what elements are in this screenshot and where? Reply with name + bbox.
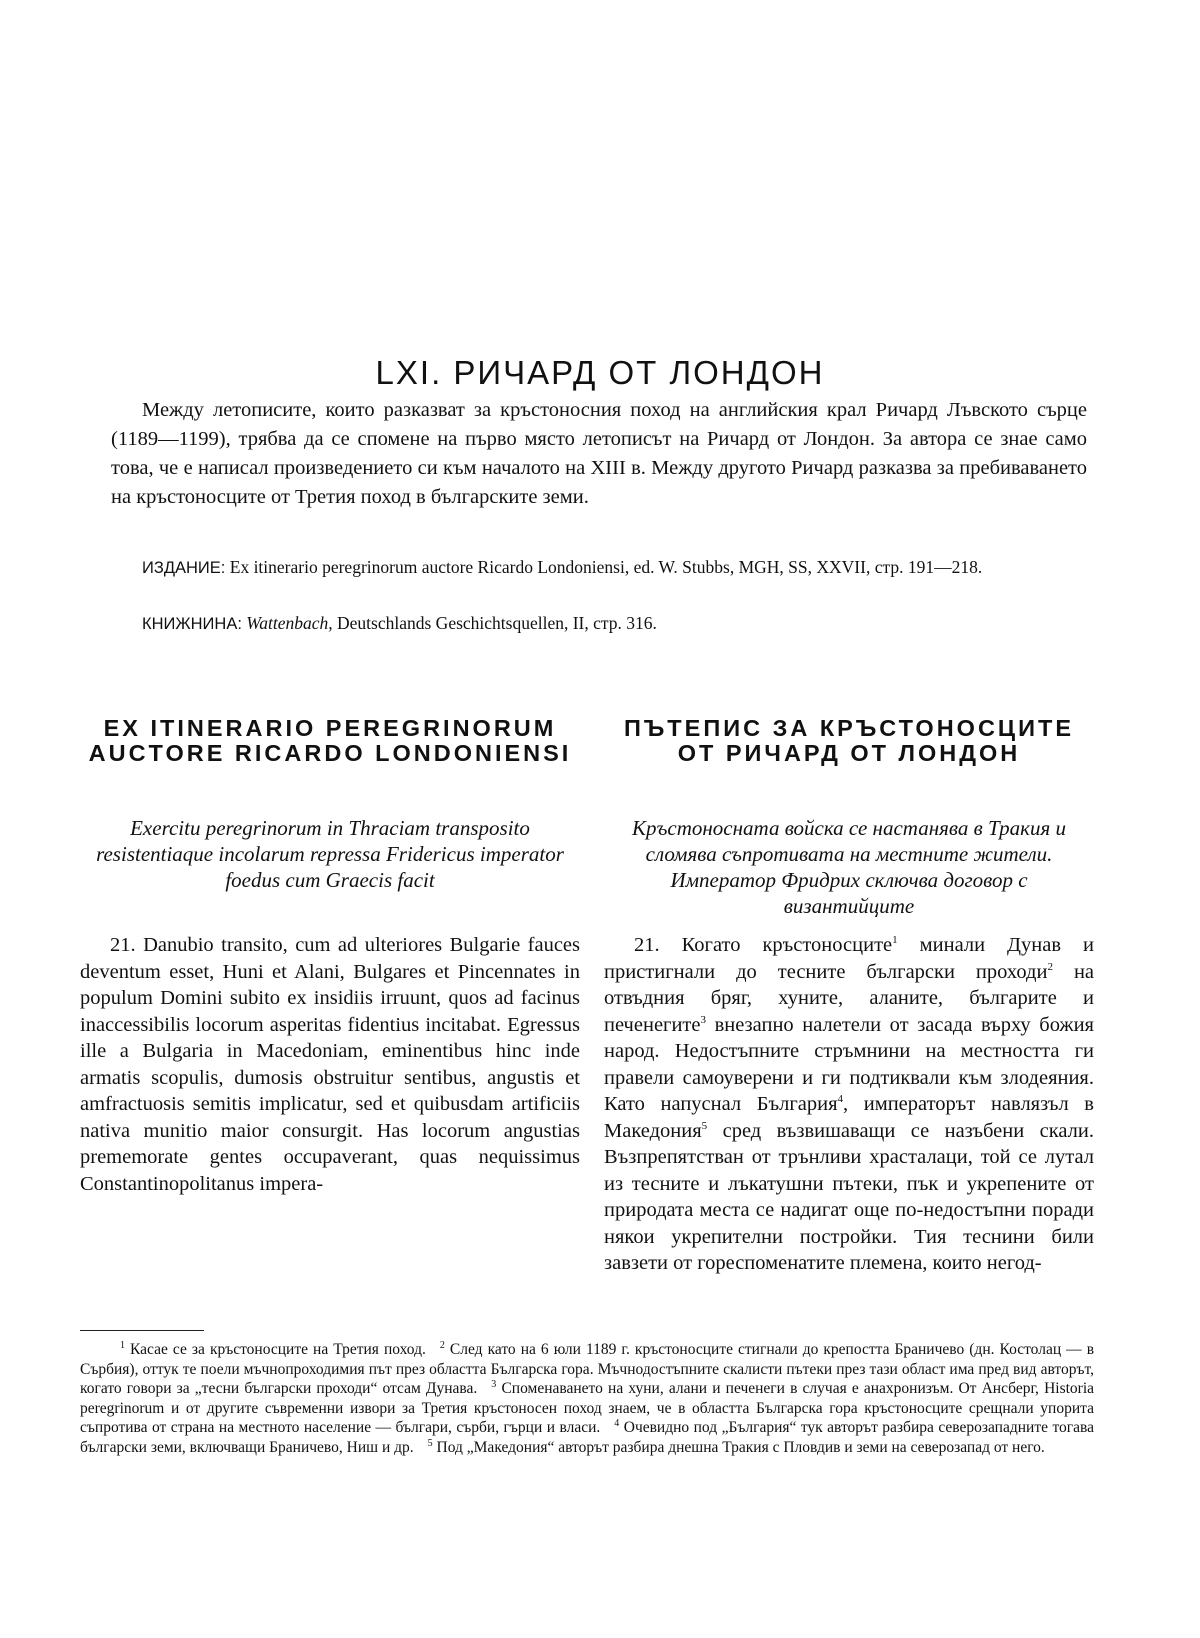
paragraph-segment: сред възвишаващи се назъбени скали. Възпрепятстван от трънливи храсталаци, той се лутал из тесните и лъкатушни пътеки, пък и укрепените от природата места се надигат още по-недостъпни поради някои укрепителни постройки. Тия теснини били завзети от гореспоменатите племена, които негод- (604, 1119, 1094, 1274)
literature-author: Wattenbach, (246, 613, 333, 633)
literature-label: КНИЖНИНА: (142, 615, 242, 633)
paragraph-number: 21. (634, 934, 660, 956)
footnote-number: 1 (120, 1339, 125, 1351)
footnote-5 (428, 1439, 1045, 1456)
footnote-ref-2[interactable]: 2 (1047, 960, 1053, 973)
latin-title: EX ITINERARIO PEREGRINORUM AUCTORE RICARDO LONDONIENSI (88, 715, 572, 766)
footnote-number: 3 (491, 1378, 497, 1390)
paragraph-segment: , императорът навлязъл в Македония (604, 1093, 1094, 1142)
footnote-text: Очевидно под „България“ тук авторът разбира северозападните тогава български земи, включващи Браничево, Ниш и др. (80, 1419, 1095, 1456)
latin-paragraph: 21. Danubio transito, cum ad ulteriores Bulgarie fauces deventum esset, Huni et Alani, Bulgares et Pincennates in populum Domini subito ex insidiis irruunt, quos ad facinus inaccessibilis locorum asperitas fidentius incitabat. Egressus ille a Bulgaria in Macedoniam, eminentibus hinc inde armatis scopulis, dumosis obstruitur sentibus, angustis et amfractuosis semitis implicatur, sed et quibusdam artificiis nativa munitio maior consurgit. Has locorum angustias prememorate gentes occupaverant, quas nequissimus Constantinopolitanus impera- (80, 934, 580, 1195)
footnote-text: Касае се за кръстоносците на Третия поход. (130, 1341, 426, 1358)
bulgarian-title: ПЪТЕПИС ЗА КРЪСТОНОСЦИТЕ ОТ РИЧАРД ОТ ЛОНДОН (623, 715, 1075, 766)
paragraph-segment: минали Дунав и пристигнали до тесните български проходи (604, 934, 1095, 983)
bulgarian-paragraph (604, 932, 1094, 1277)
paragraph-segment: Когато кръстоносците (681, 934, 893, 956)
edition-label: ИЗДАНИЕ: (142, 559, 226, 577)
footnote-number: 5 (427, 1437, 433, 1449)
paragraph-segment: на отвъдния бряг, хуните, аланите, българите и печенегите (604, 960, 1095, 1036)
footnote-ref-1[interactable]: 1 (892, 934, 898, 947)
chapter-title: LXI. РИЧАРД ОТ ЛОНДОН (375, 354, 825, 392)
footnote-divider (80, 1330, 204, 1331)
footnotes (80, 1340, 1094, 1457)
footnote-text: Под „Македония“ авторът разбира днешна Тракия с Пловдив и земи на северозапад от него. (436, 1438, 1045, 1456)
paragraph-segment: внезапно налетели от засада върху божия народ. Недостъпните стръмнини на местността ги правели самоуверени и ги подтиквали към злодеяния. Като напуснал България (604, 1013, 1094, 1115)
footnote-text: След като на 6 юли 1189 г. кръстоносците стигнали до крепостта Браничево (дн. Костолац — в Сърбия), оттук те поели мъчнопроходимия път през областта Българска гора. Мъчнодостъпните скалисти пътеки през тази област има пред вид авторът, когато говори за „тесни български проходи“ отсам Дунава. (80, 1341, 1095, 1397)
literature-text: Deutschlands Geschichtsquellen, II, стр. 316. (337, 613, 657, 633)
footnote-number: 4 (614, 1417, 620, 1429)
latin-summary: Exercitu peregrinorum in Thraciam transposito resistentiaque incolarum repressa Fridericus imperator foedus cum Graecis facit (96, 816, 564, 892)
bulgarian-summary: Кръстоносната войска се настанява в Тракия и сломява съпротивата на местните жители. Император Фридрих сключва договор с византийците (632, 816, 1066, 918)
footnote-1 (120, 1341, 426, 1358)
chapter-intro: Между летописите, които разказват за кръстоносния поход на английския крал Ричард Лъвското сърце (1189—1199), трябва да се спомене на първо място летописът на Ричард от Лондон. За автора се знае само това, че е написал произведението си към началото на XIII в. Между другото Ричард разказва за пребиваването на кръстоносците от Третия поход в българските земи. (111, 399, 1087, 508)
footnote-text: Споменаването на хуни, алани и печенеги в случая е анахронизъм. От Ансберг, Historia peregrinorum и от другите съвременни извори за Третия кръстоносен поход знаем, че в областта Българска гора кръстоносците срещнали упорита съпротива от страна на местното население — българи, сърби, гърци и власи. (80, 1380, 1095, 1436)
edition-note (111, 557, 1087, 579)
footnote-ref-3[interactable]: 3 (700, 1013, 706, 1026)
footnote-number: 2 (439, 1339, 445, 1351)
literature-note (111, 613, 1087, 635)
footnote-ref-5[interactable]: 5 (701, 1119, 708, 1132)
edition-text: Ex itinerario peregrinorum auctore Ricardo Londoniensi, ed. W. Stubbs, MGH, SS, XXVII, стр. 191—218. (229, 557, 983, 577)
footnote-ref-4[interactable]: 4 (837, 1093, 844, 1106)
